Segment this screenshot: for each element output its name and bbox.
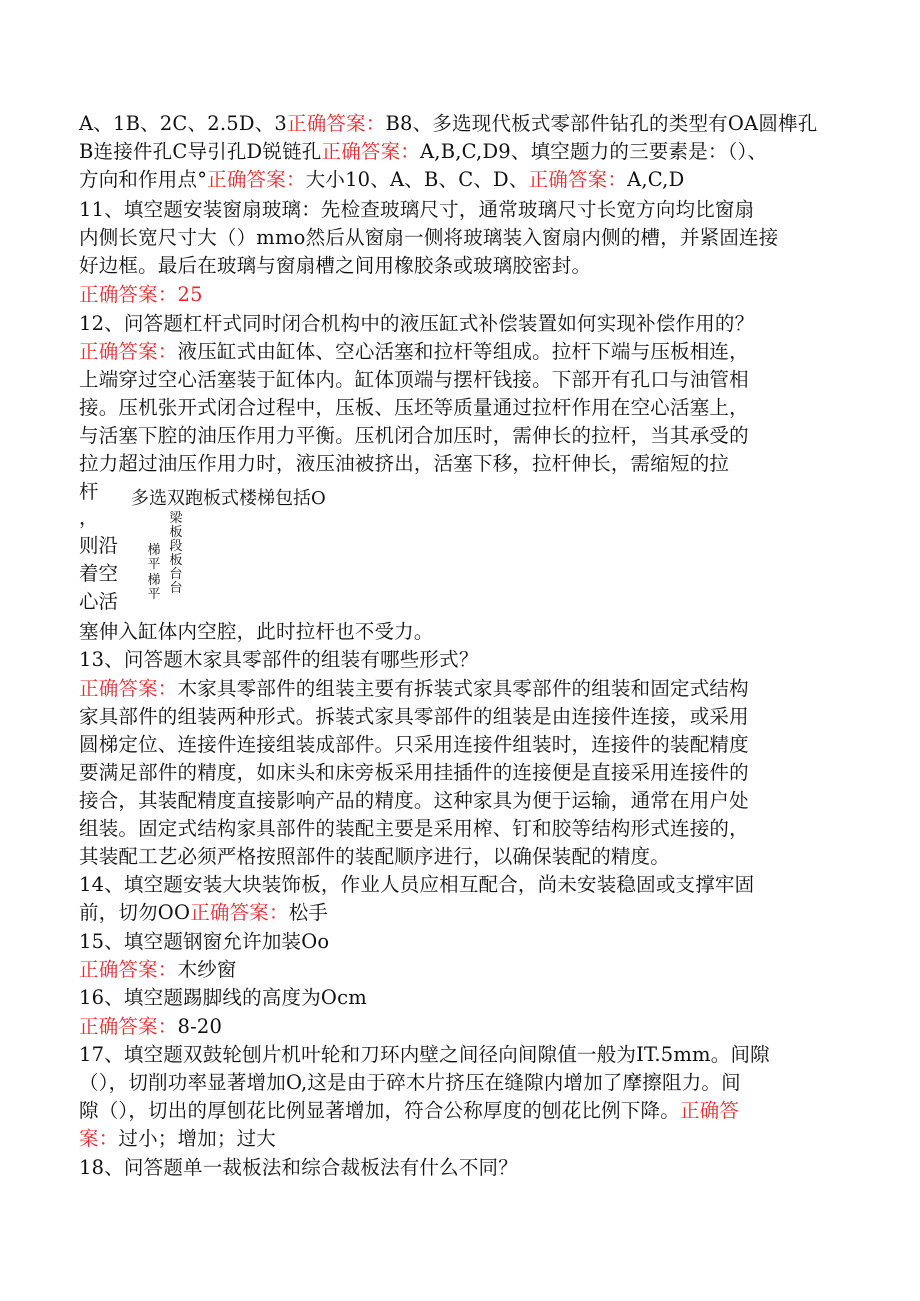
question-17: 17、填空题双鼓轮刨片机叶轮和刀环内壁之间径向间隙值一般为IT.5mm。间隙 bbox=[79, 1043, 770, 1066]
figure-option-column: 梁板段板台台 bbox=[169, 511, 183, 596]
answer-label: 正确答案： bbox=[79, 1015, 178, 1038]
answer-label: 正确答案： bbox=[190, 901, 289, 924]
answer-11: 正确答案：25 bbox=[79, 283, 203, 306]
question-17-line: 隙（），切出的厚刨花比例显著增加，符合公称厚度的刨花比例下降。正确答 bbox=[79, 1099, 740, 1122]
figure-option-column: 梯平 bbox=[147, 543, 161, 572]
question-11-line: 11、填空题安装窗扇玻璃：先检查玻璃尺寸，通常玻璃尺寸长宽方向均比窗扇 bbox=[79, 198, 755, 221]
question-14: 14、填空题安装大块装饰板，作业人员应相互配合，尚未安装稳固或支撑牢固 bbox=[79, 873, 755, 896]
answer-label-part: 正确答 bbox=[679, 1099, 740, 1122]
answer-13-line: 组装。固定式结构家具部件的装配主要是采用榨、钉和胶等结构形式连接的， bbox=[79, 817, 749, 840]
figure-side-text: 心活 bbox=[79, 590, 119, 613]
answer-label: 正确答案： bbox=[79, 283, 178, 306]
figure-title: 多选双跑板式楼梯包括O bbox=[131, 488, 326, 509]
question-17-line: （），切削功率显著增加O,这是由于碎木片挤压在缝隙内增加了摩擦阻力。间 bbox=[79, 1071, 741, 1094]
figure-side-text: 着空 bbox=[79, 562, 119, 585]
embedded-figure bbox=[79, 482, 459, 617]
answer-16: 正确答案：8-20 bbox=[79, 1015, 223, 1038]
answer-label: 正确答案： bbox=[321, 140, 421, 163]
answer-13-line: 要满足部件的精度，如床头和床旁板采用挂插件的连接便是直接采用连接件的 bbox=[79, 761, 749, 784]
answer-label: 正确答案： bbox=[287, 112, 386, 135]
answer-13-line: 圆梯定位、连接件连接组装成部件。只采用连接件组装时，连接件的装配精度 bbox=[79, 733, 749, 756]
answer-13-line: 其装配工艺必须严格按照部件的装配顺序进行，以确保装配的精度。 bbox=[79, 845, 671, 868]
text-line: A、1B、2C、2.5D、3正确答案：B8、多选现代板式零部件钻孔的类型有OA圆榫孔 bbox=[79, 112, 818, 135]
figure-option-column: 梯平 bbox=[147, 573, 161, 602]
question-11-line: 好边框。最后在玻璃与窗扇槽之间用橡胶条或玻璃胶密封。 bbox=[79, 254, 592, 277]
figure-side-text: ， bbox=[79, 506, 99, 529]
question-13: 13、问答题木家具零部件的组装有哪些形式？ bbox=[79, 648, 479, 671]
answer-label: 正确答案： bbox=[79, 340, 178, 363]
answer-label: 正确答案： bbox=[79, 677, 178, 700]
answer-label: 正确答案： bbox=[528, 168, 628, 191]
answer-13: 正确答案：木家具零部件的组装主要有拆装式家具零部件的组装和固定式结构 bbox=[79, 677, 749, 700]
answer-label-part: 案： bbox=[79, 1127, 119, 1150]
text-line: B连接件孔C导引孔D锐链孔正确答案：A,B,C,D9、填空题力的三要素是：（）、 bbox=[79, 140, 768, 163]
answer-12: 正确答案：液压缸式由缸体、空心活塞和拉杆等组成。拉杆下端与压板相连， bbox=[79, 340, 749, 363]
text-line: 方向和作用点°正确答案：大小10、A、B、C、D、正确答案：A,C,D bbox=[79, 168, 685, 191]
answer-label: 正确答案： bbox=[207, 168, 306, 191]
answer-12-line: 拉力超过油压作用力时，液压油被挤出，活塞下移，拉杆伸长，需缩短的拉 bbox=[79, 452, 730, 475]
answer-12-line: 上端穿过空心活塞装于缸体内。缸体顶端与摆杆钱接。下部开有孔口与油管相 bbox=[79, 368, 749, 391]
answer-13-line: 家具部件的组装两种形式。拆装式家具零部件的组装是由连接件连接，或采用 bbox=[79, 705, 749, 728]
answer-15: 正确答案：木纱窗 bbox=[79, 958, 237, 981]
answer-13-line: 接合，其装配精度直接影响产品的精度。这种家具为便于运输，通常在用户处 bbox=[79, 789, 749, 812]
question-12: 12、问答题杠杆式同时闭合机构中的液压缸式补偿装置如何实现补偿作用的？ bbox=[79, 312, 755, 335]
answer-12-line: 与活塞下腔的油压作用力平衡。压机闭合加压时，需伸长的拉杆，当其承受的 bbox=[79, 424, 749, 447]
question-11-line: 内侧长宽尺寸大（）mmo然后从窗扇一侧将玻璃装入窗扇内侧的槽，并紧固连接 bbox=[79, 226, 779, 249]
question-16: 16、填空题踢脚线的高度为Ocm bbox=[79, 986, 367, 1009]
answer-12-line: 接。压机张开式闭合过程中，压板、压坯等质量通过拉杆作用在空心活塞上， bbox=[79, 396, 749, 419]
question-15: 15、填空题钢窗允许加装Oo bbox=[79, 930, 330, 953]
answer-17: 案：过小；增加；过大 bbox=[79, 1127, 277, 1150]
figure-side-text: 则沿 bbox=[79, 534, 119, 557]
answer-12-line: 塞伸入缸体内空腔，此时拉杆也不受力。 bbox=[79, 620, 434, 643]
question-14-answer-line: 前，切勿OO正确答案：松手 bbox=[79, 901, 329, 924]
answer-label: 正确答案： bbox=[79, 958, 178, 981]
question-18: 18、问答题单一裁板法和综合裁板法有什么不同？ bbox=[79, 1156, 518, 1179]
figure-side-text: 杆 bbox=[79, 480, 99, 503]
